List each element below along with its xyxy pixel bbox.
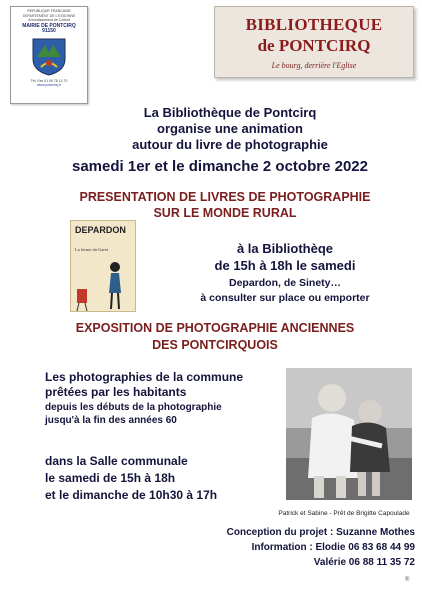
intro-line: La Bibliothèque de Pontcirq — [143, 105, 317, 120]
section1-place: à la Bibliothèqe — [236, 241, 334, 256]
plaque-line1: BIBLIOTHEQUE — [245, 15, 383, 34]
section1-hours: de 15h à 18h le samedi — [214, 258, 356, 273]
event-date: samedi 1er et le dimanche 2 octobre 2022 — [72, 158, 368, 175]
mairie-phone: Tél. Fax 01 69 78 14 70 — [30, 78, 68, 83]
depardon-book-cover — [70, 220, 136, 312]
section1-authors: Depardon, de Sinety… — [228, 277, 342, 289]
children-photograph — [286, 368, 412, 500]
book-author: DEPARDON — [75, 225, 126, 235]
venue-line: dans la Salle communale — [45, 454, 188, 468]
period-line: depuis les débuts de la photographie — [45, 402, 222, 413]
children-photo-image — [286, 368, 412, 500]
mairie-line: DEPARTEMENT DE L'ESSONNE — [22, 13, 76, 18]
intro-line: organise une animation — [157, 121, 303, 136]
photos-line: Les photographies de la commune — [45, 370, 244, 384]
section1-title-line: SUR LE MONDE RURAL — [153, 206, 297, 220]
venue-line: et le dimanche de 10h30 à 17h — [45, 488, 218, 502]
credit-information: Information : Elodie 06 83 68 44 99 — [251, 542, 415, 553]
coat-of-arms-icon — [31, 37, 67, 77]
plaque-address: Le bourg, derrière l'Eglise — [271, 61, 357, 70]
credit-conception: Conception du projet : Suzanne Mothes — [226, 527, 415, 538]
plaque-line2: de PONTCIRQ — [257, 36, 371, 55]
section1-title-line: PRESENTATION DE LIVRES DE PHOTOGRAPHIE — [79, 190, 371, 204]
mairie-line: Arrondissement de Corbeil — [28, 18, 70, 22]
mairie-name: MAIRIE DE PONTCIRQ — [22, 22, 76, 29]
section1-consult: à consulter sur place ou emporter — [200, 292, 370, 304]
venue-line: le samedi de 15h à 18h — [45, 471, 176, 485]
photo-caption: Patrick et Sabine - Prêt de Brigitte Capoulade — [278, 510, 410, 517]
mairie-card — [10, 6, 88, 104]
period-line: jusqu'à la fin des années 60 — [45, 415, 177, 426]
library-plaque — [214, 6, 414, 78]
book-title: La ferme du Garet — [75, 247, 109, 252]
corner-mark: ® — [405, 577, 410, 583]
intro-line: autour du livre de photographie — [132, 137, 328, 152]
section2-title-line: DES PONTCIRQUOIS — [152, 338, 278, 352]
section2-title-line: EXPOSITION DE PHOTOGRAPHIE ANCIENNES — [75, 321, 355, 335]
mairie-postcode: 91150 — [42, 27, 56, 34]
mairie-website: www.pontcirq.fr — [37, 83, 61, 87]
book-illustration-icon — [71, 253, 135, 312]
credit-valerie: Valérie 06 88 11 35 72 — [313, 557, 415, 568]
photos-line: prêtées par les habitants — [45, 385, 187, 399]
mairie-line: REPUBLIQUE FRANCAISE — [27, 9, 71, 13]
